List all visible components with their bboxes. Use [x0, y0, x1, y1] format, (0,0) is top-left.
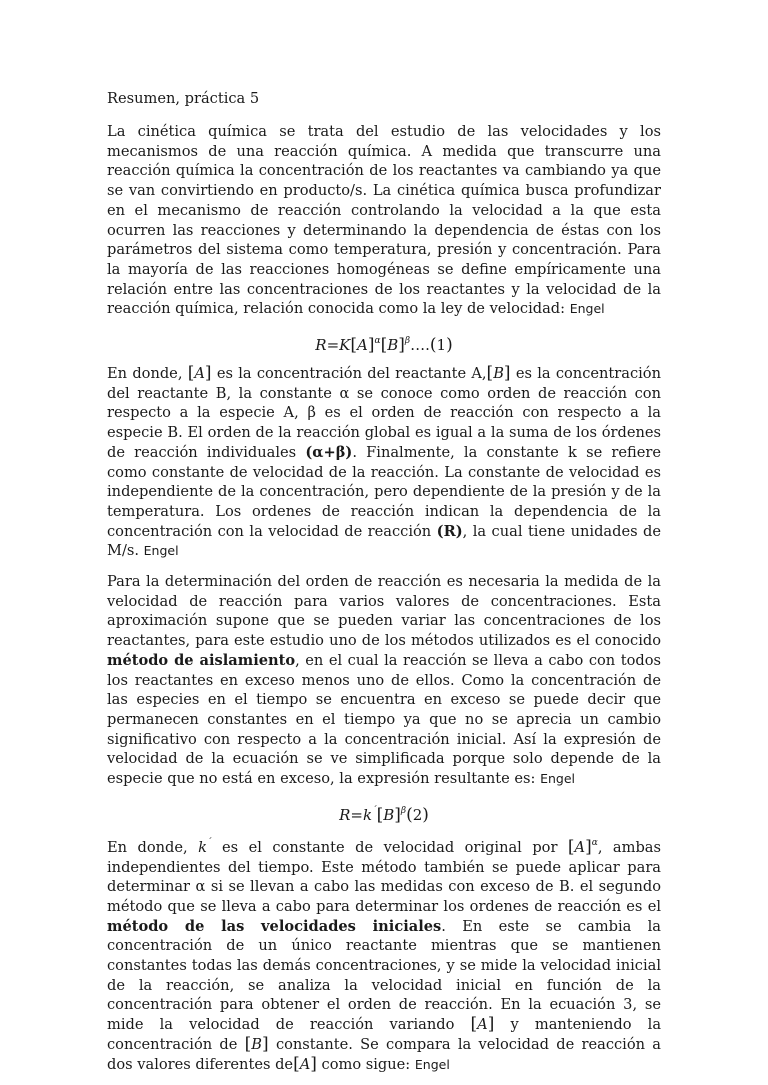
inline-conc-a: [A]: [187, 363, 212, 384]
equation-1: $R=K[A]^\alpha[B]^\beta\dots.(1)$: [315, 335, 453, 356]
p4-text-5: y manteniendo la concentración de: [107, 1016, 662, 1053]
rate-symbol: (R): [436, 522, 463, 540]
source-citation: Engel: [143, 543, 179, 559]
paragraph-intro: [107, 122, 661, 319]
inline-conc-a-alpha: $[A]^\alpha$: [567, 836, 598, 857]
eq2-b: B: [383, 805, 395, 824]
isolation-method-term: método de aislamiento: [107, 651, 296, 669]
eq2-lhs: R: [339, 805, 351, 824]
eq1-beta: β: [404, 336, 411, 347]
eq1-k: K: [339, 336, 351, 355]
eq2-prime: ´: [372, 805, 377, 816]
p2-text-2: es la concentración del reactante A,: [216, 365, 487, 383]
paragraph-initial-rates: [107, 834, 661, 1074]
eq1-lhs: R: [315, 336, 327, 355]
eq1-b: B: [387, 336, 399, 355]
inline-k-prime: k´: [198, 837, 212, 856]
p3-text-2: , en el cual la reacción se lleva a cabo con todos los reactantes en exceso menos uno de ellos. Como la concentración de las especies en el tiempo se encuentra en exceso se puede decir que permanecen constantes en el tiempo ya que no se aprecia un cambio significativo con respecto a la concentración inicial. Así la expresión de velocidad de la ecuación se ve simplificada porque solo depende de la especie que no está en exceso, la expresión resultante es:: [107, 651, 661, 788]
p2-text-5: , la cual tiene unidades de M/s.: [107, 522, 662, 560]
initial-rates-term: método de las velocidades iniciales: [107, 917, 442, 935]
eq2-beta: β: [400, 805, 407, 816]
p4-text-1: En donde,: [107, 838, 188, 856]
inline-conc-b: [B]: [244, 1033, 269, 1054]
p4-text-7: como sigue:: [321, 1055, 411, 1073]
p2-text-4: . Finalmente, la constante k se refiere como constante de velocidad de la reacción. La constante de velocidad es independiente de la concentración, pero dependiente de la presión y de la temperatura. Los ordenes de reacción indican la dependencia de la concentración con la velocidad de reacción: [107, 443, 662, 540]
paragraph-isolation-method: [107, 572, 661, 789]
inline-conc-a: [A]: [470, 1014, 495, 1035]
eq1-equals: =: [326, 336, 340, 355]
source-citation: Engel: [540, 771, 575, 787]
source-citation: Engel: [569, 301, 605, 317]
eq2-k: k: [362, 805, 373, 824]
p4-text-4: . En este se cambia la concentración de un único reactante mientras que se mantienen constantes todas las demás concentraciones, y se mide la velocidad inicial de la reacción, se analiza la velocidad inicial en función de la concentración para obtener el orden de reacción. En la ecuación 3, se mide la velocidad de reacción variando: [107, 917, 662, 1034]
inline-conc-b: [B]: [486, 363, 511, 384]
p4-text-6: constante. Se compara la velocidad de reacción a dos valores diferentes de: [107, 1035, 661, 1073]
p2-text-3: es la concentración del reactante B, la constante α se conoce como orden de reacción con respecto a la especie A, β es el orden de reacción con respecto a la especie B. El orden de la reacción global es igual a la suma de los órdenes de reacción individuales: [107, 365, 661, 461]
eq2-equals: =: [350, 805, 363, 824]
inline-conc-a: [A]: [293, 1053, 317, 1074]
p3-text-1: Para la determinación del orden de reacción es necesaria la medida de la velocidad de reacción para varios valores de concentraciones. Esta aproximación supone que se pueden variar las concentraciones de los reactantes, para este estudio uno de los métodos utilizados es el conocido: [107, 573, 661, 650]
eq1-number: 1: [436, 336, 447, 355]
equation-2: $R=k^´[B]^\beta(2)$: [339, 804, 429, 825]
p4-text-2: es el constante de velocidad original por: [221, 838, 558, 856]
p2-text-1: En donde,: [107, 365, 183, 383]
eq1-alpha: α: [374, 336, 381, 347]
document-title: Resumen, práctica 5: [107, 90, 260, 107]
eq1-dots: ….: [410, 336, 430, 355]
eq1-a: A: [357, 336, 368, 355]
p4-text-3: , ambas independientes del tiempo. Este método también se puede aplicar para determinar α si se llevan a cabo las medidas con exceso de B. el segundo método que se lleva a cabo para determinar los ordenes de reacción es el: [107, 838, 661, 915]
eq2-number: 2: [412, 805, 423, 824]
document-body: [107, 88, 661, 1085]
source-citation: Engel: [414, 1056, 450, 1072]
paragraph-definitions: [107, 364, 661, 561]
paragraph-intro-text: La cinética química se trata del estudio de las velocidades y los mecanismos de una reacción química. A medida que transcurre una reacción química la concentración de los reactantes va cambiando ya que se van convirtiendo en producto/s. La cinética química busca profundizar en el mecanismo de reacción controlando la velocidad a la que esta ocurren las reacciones y determinando la dependencia de éstas con los parámetros del sistema como temperatura, presión y concentración. Para la mayoría de las reacciones homogéneas se define empíricamente una relación entre las concentraciones de los reactantes y la velocidad de la reacción química, relación conocida como la ley de velocidad:: [107, 123, 661, 318]
order-sum: (α+β): [305, 443, 353, 461]
